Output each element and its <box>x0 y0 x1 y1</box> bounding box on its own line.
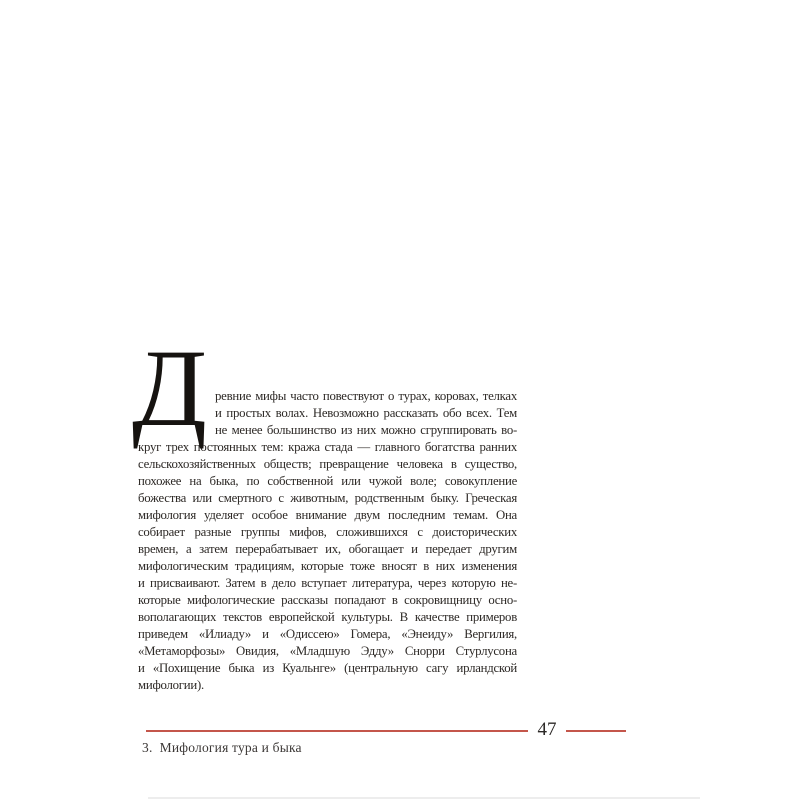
text-line: сельскохозяйственных обществ; превращение человека в существо, <box>138 457 517 471</box>
drop-cap: Д <box>132 327 207 449</box>
running-footer: 3. Мифология тура и быка <box>142 740 302 755</box>
page-bottom-edge <box>148 797 700 799</box>
text-line: божества или смертного с животным, родственным быку. Греческая <box>138 491 517 505</box>
text-line: похожее на быка, по собственной или чужой воле; совокупление <box>138 474 517 488</box>
text-line: круг трех постоянных тем: кража стада — главного богатства ранних <box>138 440 517 454</box>
text-line: мифология уделяет особое внимание двум последним темам. Она <box>138 508 517 522</box>
text-line: собирает разные группы мифов, сложившихся с доисторических <box>138 525 517 539</box>
page-number: 47 <box>537 719 557 740</box>
text-line: времен, а затем перерабатывает их, обогащает и передает другим <box>138 542 517 556</box>
text-line: мифологическим традициям, которые тоже вносят в них изменения <box>138 559 517 573</box>
body-text <box>132 327 517 694</box>
text-line: «Метаморфозы» Овидия, «Младшую Эдду» Снорри Стурлусона <box>138 644 517 658</box>
text-line: не менее большинство из них можно сгруппировать во- <box>215 423 517 437</box>
text-line: и простых волах. Невозможно рассказать обо всех. Тем <box>215 406 517 420</box>
text-line: и присваивают. Затем в дело вступает литература, через которую не- <box>138 576 517 590</box>
footer-rule-right <box>566 730 626 732</box>
footer-rule-left <box>146 730 528 732</box>
text-line: и «Похищение быка из Куальнге» (центральную сагу ирландской <box>138 661 517 675</box>
text-line: ревние мифы часто повествуют о турах, коровах, телках <box>215 389 517 403</box>
text-line: приведем «Илиаду» и «Одиссею» Гомера, «Энеиду» Вергилия, <box>138 627 517 641</box>
text-line: которые мифологические рассказы попадают в сокровищницу осно- <box>138 593 517 607</box>
text-line: вополагающих текстов европейской культуры. В качестве примеров <box>138 610 517 624</box>
text-line: мифологии). <box>138 678 204 692</box>
